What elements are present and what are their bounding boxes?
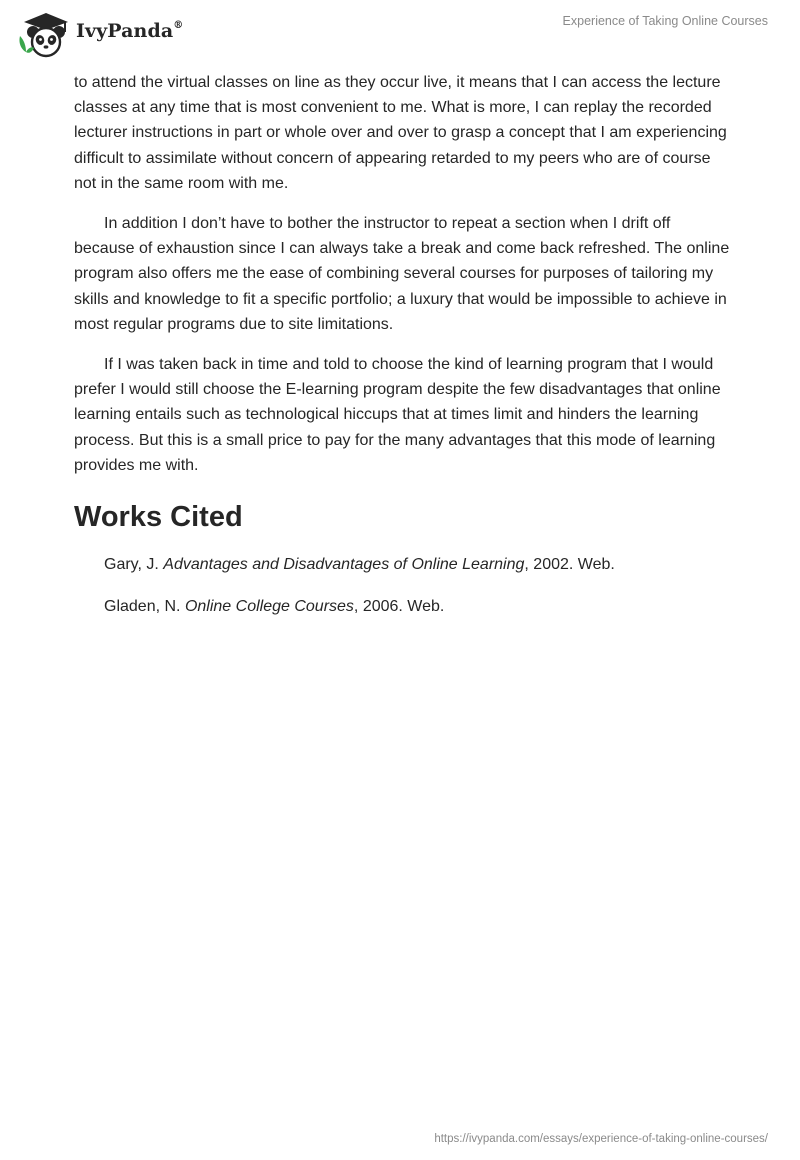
- citation-details: , 2006. Web.: [353, 598, 445, 616]
- works-cited-heading: Works Cited: [74, 501, 243, 534]
- page-header: [0, 0, 800, 70]
- paragraph: If I was taken back in time and told to choose the kind of learning program that I would prefer I would still choose the E-learning program despite the few disadvantages that online learning entails such as technological hiccups that at times limit and hinders the learning process. But this is a small price to pay for the many advantages that this mode of learning provides me with.: [74, 356, 721, 474]
- paragraph: In addition I don’t have to bother the instructor to repeat a section when I drift off because of exhaustion since I can always take a break and come back refreshed. The online program also offers me the ease of combining several courses for purposes of tailoring my skills and knowledge to fit a specific portfolio; a luxury that would be impossible to achieve in most regular programs due to site limitations.: [74, 215, 730, 333]
- ivypanda-logo[interactable]: [16, 8, 183, 58]
- footer-url-link[interactable]: https://ivypanda.com/essays/experience-of-taking-online-courses/: [434, 1133, 768, 1145]
- citation-title: Online College Courses: [184, 598, 354, 616]
- citation-title: Advantages and Disadvantages of Online Learning: [163, 556, 525, 574]
- citation-entry: [104, 594, 734, 619]
- brand-name: IvyPanda®: [76, 19, 184, 42]
- citation-author: Gary, J.: [104, 556, 164, 574]
- citation-details: , 2002. Web.: [524, 556, 615, 574]
- panda-graduation-cap-icon: [16, 8, 72, 58]
- essay-content: [74, 70, 734, 636]
- citation-entry: [104, 552, 734, 577]
- paragraph: to attend the virtual classes on line as they occur live, it means that I can access the lecture classes at any time that is most convenient to me. What is more, I can replay the recorded lecturer instructions in part or whole over and over to grasp a concept that I am experiencing difficult to assimilate without concern of appearing retarded to my peers who are of course not in the same room with me.: [74, 74, 727, 192]
- document-title: Experience of Taking Online Courses: [562, 14, 768, 28]
- citation-author: Gladen, N.: [104, 598, 185, 616]
